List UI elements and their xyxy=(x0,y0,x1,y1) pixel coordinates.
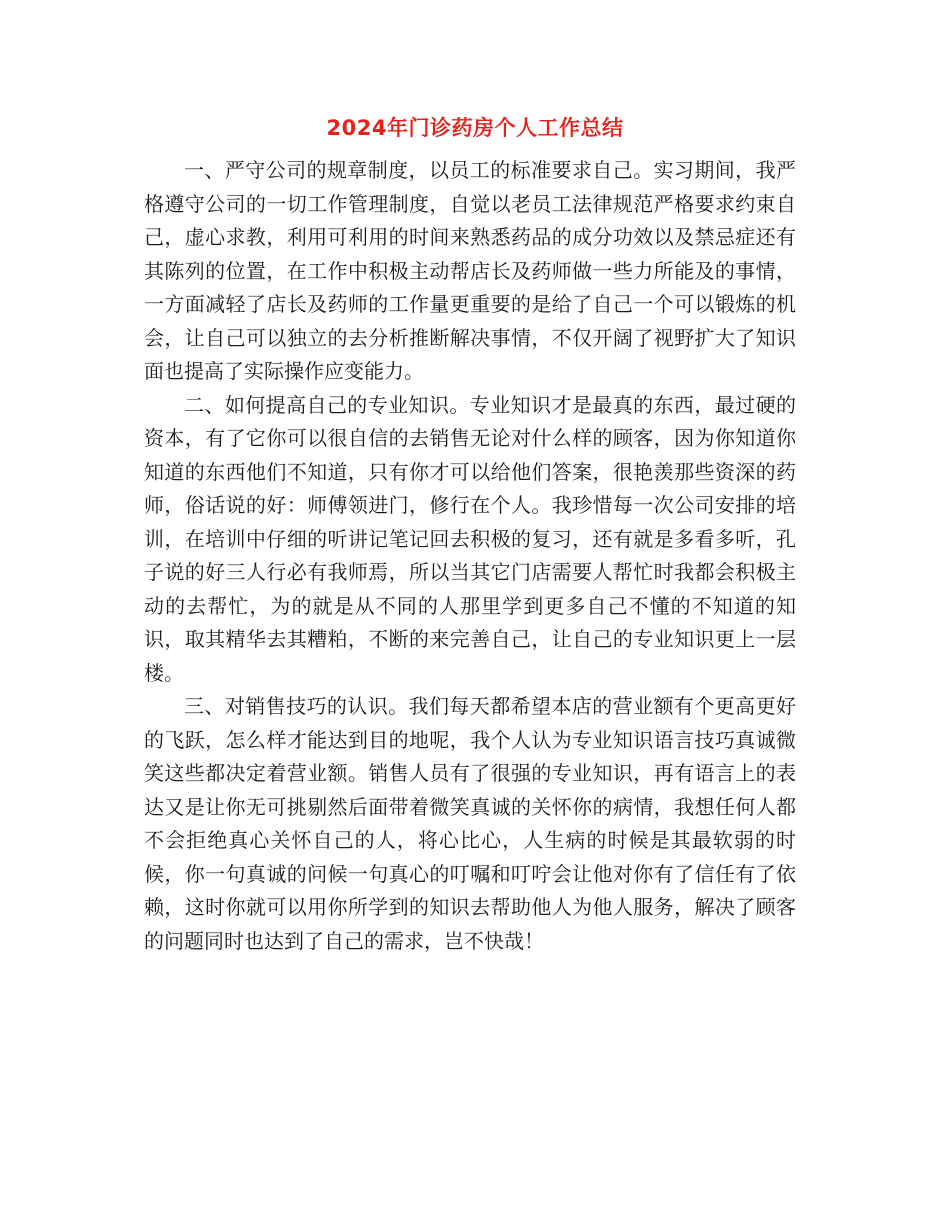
page-title: 2024年门诊药房个人工作总结 xyxy=(326,116,624,140)
paragraph-3: 三、对销售技巧的认识。我们每天都希望本店的营业额有个更高更好的飞跃，怎么样才能达到目的地呢，我个人认为专业知识语言技巧真诚微笑这些都决定着营业额。销售人员有了很强的专业知识，再有语言上的表达又是让你无可挑剔然后面带着微笑真诚的关怀你的病情，我想任何人都不会拒绝真心关怀自己的人，将心比心，人生病的时候是其最软弱的时候，你一句真诚的问候一句真心的叮嘱和叮咛会让他对你有了信任有了依赖，这时你就可以用你所学到的知识去帮助他人为他人服务，解决了顾客的问题同时也达到了自己的需求，岂不快哉！ xyxy=(144,694,796,953)
paragraph-1: 一、严守公司的规章制度，以员工的标准要求自己。实习期间，我严格遵守公司的一切工作管理制度，自觉以老员工法律规范严格要求约束自己，虚心求教，利用可利用的时间来熟悉药品的成分功效以及禁忌症还有其陈列的位置，在工作中积极主动帮店长及药师做一些力所能及的事情，一方面减轻了店长及药师的工作量更重要的是给了自己一个可以锻炼的机会，让自己可以独立的去分析推断解决事情，不仅开阔了视野扩大了知识面也提高了实际操作应变能力。 xyxy=(144,158,796,383)
paragraph-2: 二、如何提高自己的专业知识。专业知识才是最真的东西，最过硬的资本，有了它你可以很自信的去销售无论对什么样的顾客，因为你知道你知道的东西他们不知道，只有你才可以给他们答案，很艳羡那些资深的药师，俗话说的好：师傅领进门，修行在个人。我珍惜每一次公司安排的培训，在培训中仔细的听讲记笔记回去积极的复习，还有就是多看多听，孔子说的好三人行必有我师焉，所以当其它门店需要人帮忙时我都会积极主动的去帮忙，为的就是从不同的人那里学到更多自己不懂的不知道的知识，取其精华去其糟粕，不断的来完善自己，让自己的专业知识更上一层楼。 xyxy=(144,392,796,685)
document-body xyxy=(144,154,796,958)
